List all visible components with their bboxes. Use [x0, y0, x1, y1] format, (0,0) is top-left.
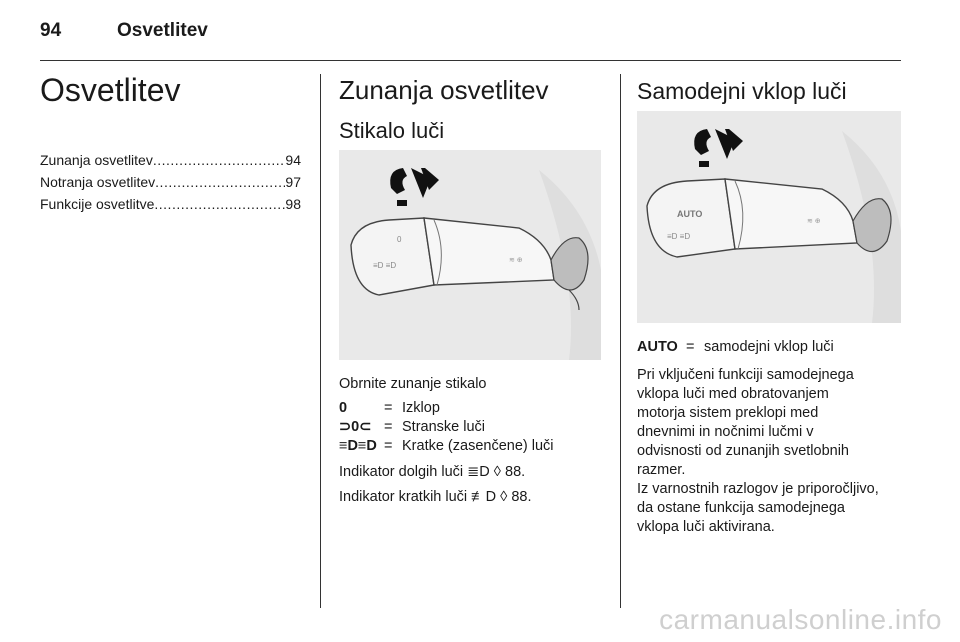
svg-text:≡D ≡D: ≡D ≡D: [373, 261, 397, 270]
auto-stalk-drawing: [637, 111, 901, 323]
stalk-drawing: [339, 150, 601, 360]
paragraph-line: vklopa luči med obratovanjem: [637, 386, 829, 402]
svg-text:≡D ≡D: ≡D ≡D: [667, 232, 691, 241]
header-rule: [40, 60, 901, 61]
off-position-label: 0: [397, 235, 402, 244]
toc-page: 98: [285, 196, 301, 212]
definition-row: [339, 437, 554, 456]
paragraph-line: odvisnosti od zunanjih svetlobnih: [637, 443, 849, 459]
auto-light-switch-illustration: [637, 111, 901, 323]
paragraph-line: razmer.: [637, 462, 686, 478]
svg-text:≋ ⊕: ≋ ⊕: [509, 257, 523, 264]
definition-text: Izklop: [402, 400, 440, 416]
paragraph-line: motorja sistem preklopi med: [637, 405, 819, 421]
watermark: carmanualsonline.info: [659, 604, 942, 635]
definition-symbol: 0: [339, 400, 348, 416]
definition-text: Kratke (zasenčene) luči: [402, 438, 554, 454]
toc-label: Funkcije osvetlitve: [40, 196, 155, 212]
definition-equals: =: [384, 438, 393, 454]
column-divider-2: [620, 74, 621, 608]
section-title-auto: Samodejni vklop luči: [637, 78, 847, 104]
auto-position-label: AUTO: [677, 209, 703, 219]
toc-item[interactable]: [40, 171, 301, 193]
running-header: Osvetlitev: [117, 20, 208, 41]
page-number: 94: [40, 20, 62, 41]
toc-label: Notranja osvetlitev: [40, 174, 156, 190]
high-beam-indicator-ref: Indikator dolgih luči ≣D ◊ 88.: [339, 464, 526, 480]
toc-item[interactable]: [40, 193, 301, 215]
paragraph-line: da ostane funkcija samodejnega: [637, 500, 845, 516]
definition-row: [339, 418, 554, 437]
toc-leader: [154, 193, 285, 215]
auto-paragraph-1: [637, 366, 901, 480]
auto-paragraph-2: [637, 480, 907, 537]
toc-item[interactable]: [40, 149, 301, 171]
auto-definition-row: [637, 338, 834, 357]
chapter-title: Osvetlitev: [40, 72, 181, 108]
definition-symbol: ≡D≡D: [339, 438, 377, 454]
paragraph-line: dnevnimi in nočnimi lučmi v: [637, 424, 814, 440]
auto-symbol: AUTO: [637, 339, 678, 355]
paragraph-line: Iz varnostnih razlogov je priporočljivo,: [637, 481, 879, 497]
switch-caption: Obrnite zunanje stikalo: [339, 376, 487, 392]
column-divider-1: [320, 74, 321, 608]
auto-equals: =: [686, 339, 695, 355]
toc-page: 97: [285, 174, 301, 190]
toc-label: Zunanja osvetlitev: [40, 152, 153, 168]
auto-definition-text: samodejni vklop luči: [704, 339, 834, 355]
definition-text: Stranske luči: [402, 419, 486, 435]
table-of-contents: [40, 149, 301, 215]
switch-definitions: [339, 399, 554, 456]
definition-symbol: ⊃0⊂: [339, 419, 372, 435]
paragraph-line: vklopa luči aktivirana.: [637, 519, 775, 535]
section-title: Zunanja osvetlitev: [339, 75, 549, 105]
light-switch-illustration: [339, 150, 601, 360]
definition-equals: =: [384, 419, 393, 435]
toc-leader: [153, 149, 286, 171]
toc-page: 94: [285, 152, 301, 168]
definition-equals: =: [384, 400, 393, 416]
definition-row: [339, 399, 554, 418]
low-beam-indicator-ref: Indikator kratkih luči ≢D ◊ 88.: [339, 489, 532, 505]
toc-leader: [155, 171, 285, 193]
svg-text:≋ ⊕: ≋ ⊕: [807, 218, 821, 225]
subsection-title: Stikalo luči: [339, 118, 445, 143]
paragraph-line: Pri vključeni funkciji samodejnega: [637, 367, 854, 383]
